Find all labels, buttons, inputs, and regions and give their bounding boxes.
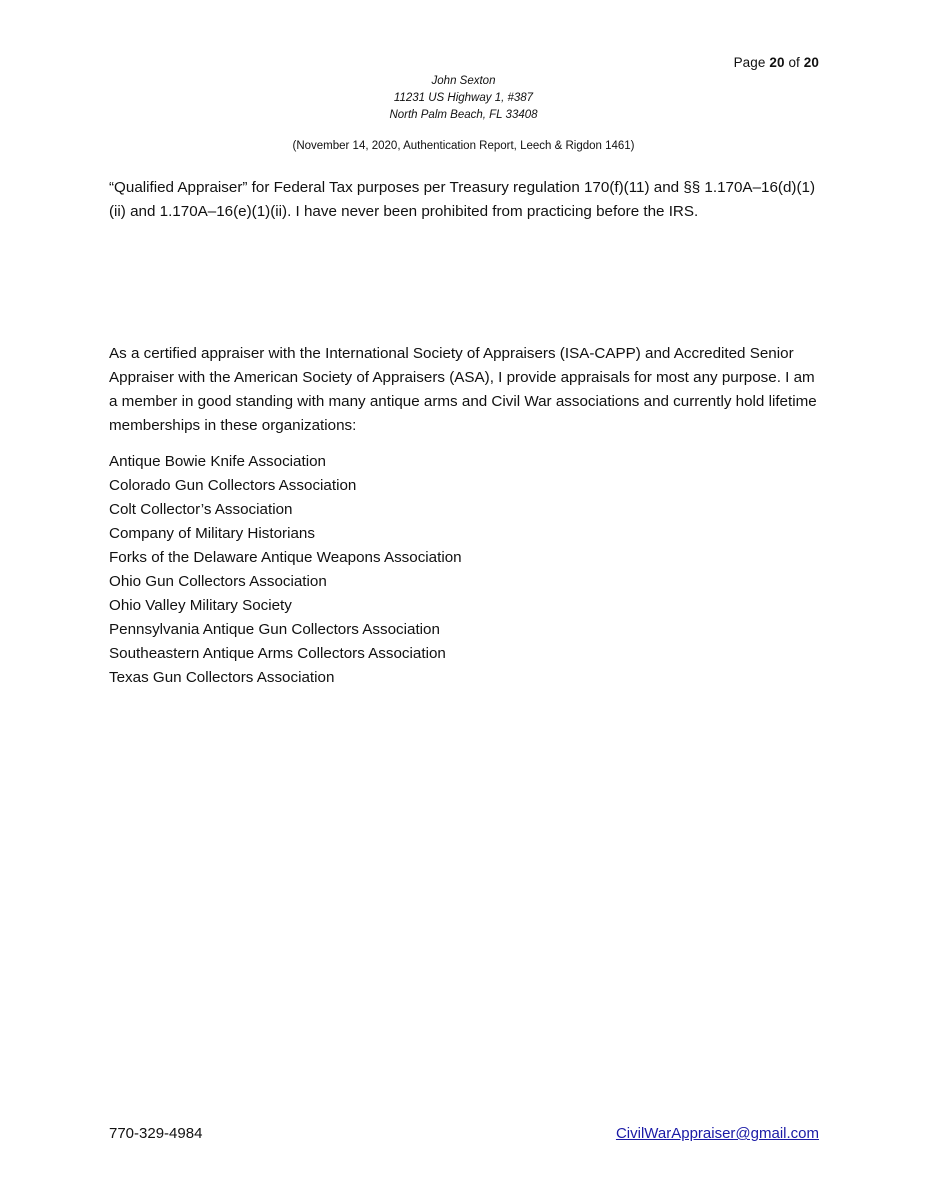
page-number — [734, 55, 819, 70]
list-item: Antique Bowie Knife Association — [109, 453, 326, 470]
report-reference: (November 14, 2020, Authentication Report, Leech & Rigdon 1461) — [292, 140, 635, 152]
list-item: Forks of the Delaware Antique Weapons Association — [109, 549, 462, 566]
page-of: of — [788, 55, 800, 70]
footer-email-link[interactable]: CivilWarAppraiser@gmail.com — [615, 1125, 819, 1142]
qualified-appraiser-paragraph: “Qualified Appraiser” for Federal Tax purposes per Treasury regulation 170(f)(11) and §§ 1.170A–16(d)(1)(ii) and 1.170A–16(e)(1)(ii). I have never been prohibited from practicing before the IRS. — [109, 179, 816, 220]
list-item: Ohio Gun Collectors Association — [109, 573, 327, 590]
certification-paragraph: As a certified appraiser with the International Society of Appraisers (ISA-CAPP) and Accredited Senior Appraiser with the American Society of Appraisers (ASA), I provide appraisals for most any purpose. I am a member in good standing with many antique arms and Civil War associations and currently hold lifetime memberships in these organizations: — [109, 345, 817, 434]
list-item: Texas Gun Collectors Association — [109, 669, 335, 686]
list-item: Southeastern Antique Arms Collectors Association — [109, 645, 446, 662]
list-item: Ohio Valley Military Society — [109, 597, 292, 614]
page-current: 20 — [769, 55, 785, 70]
letterhead-address-line1: 11231 US Highway 1, #387 — [393, 92, 534, 104]
letterhead — [0, 73, 927, 124]
list-item: Colorado Gun Collectors Association — [109, 477, 357, 494]
list-item: Colt Collector’s Association — [109, 501, 293, 518]
page-label: Page — [733, 55, 766, 70]
letterhead-address-line2: North Palm Beach, FL 33408 — [389, 109, 538, 121]
footer-phone: 770-329-4984 — [109, 1125, 203, 1142]
list-item: Pennsylvania Antique Gun Collectors Association — [109, 621, 440, 638]
organization-list — [109, 450, 462, 690]
letterhead-name: John Sexton — [431, 75, 496, 87]
list-item: Company of Military Historians — [109, 525, 315, 542]
page-total: 20 — [803, 55, 819, 70]
